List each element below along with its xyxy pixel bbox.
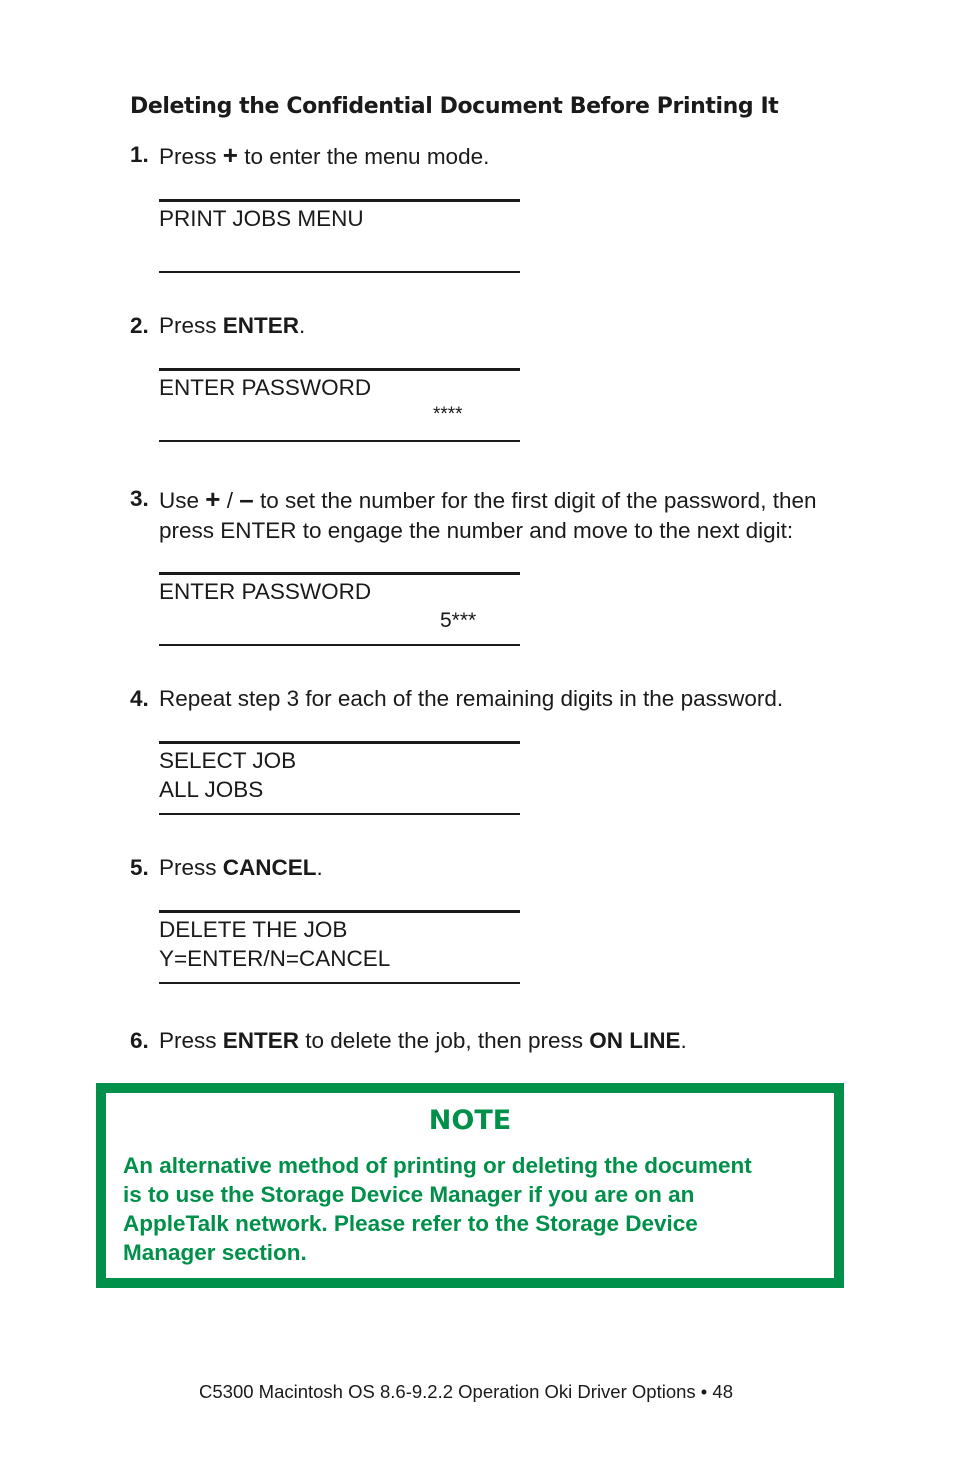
page-footer: C5300 Macintosh OS 8.6-9.2.2 Operation Oki Driver Options • 48 [199, 1381, 733, 1402]
lcd-panel-enter-password [159, 368, 520, 442]
step-2 [130, 311, 305, 341]
step-number: 1. [130, 142, 149, 167]
lcd-panel-enter-password-digit [159, 572, 520, 646]
lcd-line-2: Y=ENTER/N=CANCEL [159, 946, 391, 971]
step-number: 6. [130, 1028, 149, 1053]
step-text: Press ENTER. [159, 313, 306, 338]
step-3 [130, 484, 816, 546]
step-6 [130, 1026, 687, 1056]
step-4 [130, 684, 783, 714]
password-digit: 5*** [440, 609, 477, 632]
note-text: An alternative method of printing or deleting the document is to use the Storage Device Manager if you are on an AppleTalk network. Please refer to the Storage Device Manager section. [123, 1153, 752, 1265]
step-text: Press ENTER to delete the job, then press ON LINE. [159, 1028, 687, 1053]
password-mask: **** [433, 404, 463, 425]
lcd-line-1: ENTER PASSWORD [159, 375, 372, 400]
step-text-line-2: press ENTER to engage the number and move to the next digit: [159, 518, 794, 543]
lcd-line-1: PRINT JOBS MENU [159, 206, 364, 231]
step-text: Repeat step 3 for each of the remaining digits in the password. [159, 686, 784, 711]
step-text: Press + to enter the menu mode. [159, 140, 490, 170]
step-5 [130, 853, 323, 883]
note-box [96, 1083, 844, 1288]
lcd-panel-select-job [159, 741, 520, 815]
step-text: Press CANCEL. [159, 855, 323, 880]
section-heading: Deleting the Confidential Document Before Printing It [130, 94, 779, 119]
note-title: NOTE [428, 1105, 512, 1136]
step-number: 5. [130, 855, 149, 880]
lcd-line-1: ENTER PASSWORD [159, 579, 372, 604]
step-1 [130, 140, 489, 172]
lcd-panel-print-jobs-menu [159, 199, 520, 273]
step-number: 2. [130, 313, 149, 338]
step-number: 3. [130, 486, 149, 511]
lcd-line-2: ALL JOBS [159, 777, 264, 802]
step-number: 4. [130, 686, 149, 711]
lcd-line-1: SELECT JOB [159, 748, 297, 773]
step-text: Use + / – to set the number for the first digit of the password, then [159, 484, 817, 514]
lcd-line-1: DELETE THE JOB [159, 917, 348, 942]
lcd-panel-delete-job [159, 910, 520, 984]
